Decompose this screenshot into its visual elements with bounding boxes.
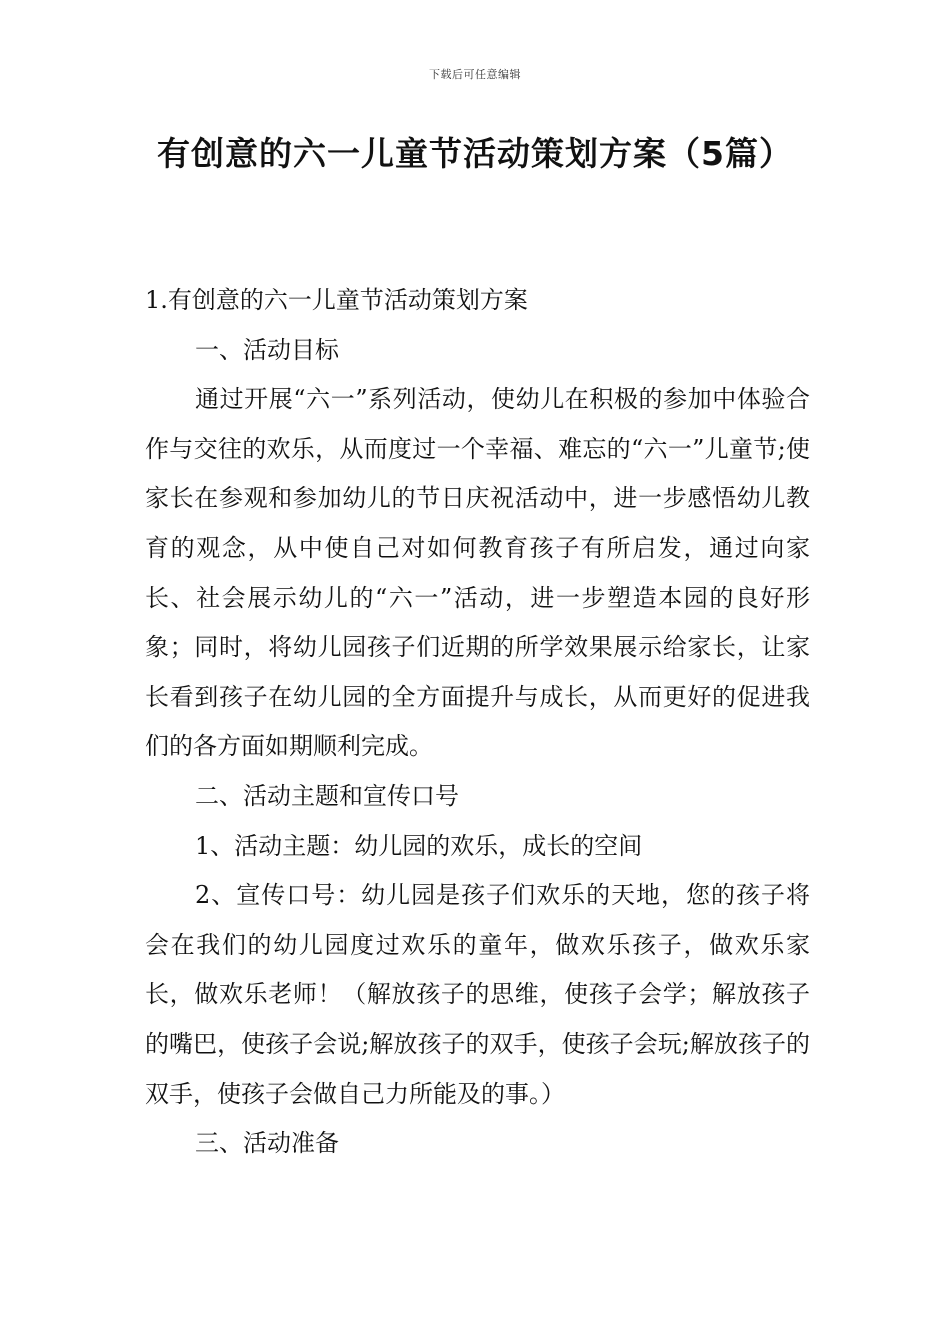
heading-theme-slogan: 二、活动主题和宣传口号 [195, 781, 459, 810]
heading-preparation: 三、活动准备 [195, 1129, 339, 1158]
document-title: 有创意的六一儿童节活动策划方案（5篇） [157, 134, 793, 173]
document-body [145, 276, 810, 1169]
heading-goals: 一、活动目标 [195, 335, 339, 364]
watermark-text: 下载后可任意编辑 [429, 68, 521, 81]
section-heading: 1.有创意的六一儿童节活动策划方案 [145, 286, 528, 314]
paragraph-slogan: 2、宣传口号：幼儿园是孩子们欢乐的天地，您的孩子将会在我们的幼儿园度过欢乐的童年，做欢乐孩子，做欢乐家长，做欢乐老师！（解放孩子的思维，使孩子会学；解放孩子的嘴巴，使孩子会说;解放孩子的双手，使孩子会玩;解放孩子的双手，使孩子会做自己力所能及的事。） [145, 881, 810, 1108]
paragraph-goals: 通过开展“六一”系列活动，使幼儿在积极的参加中体验合作与交往的欢乐，从而度过一个幸福、难忘的“六一”儿童节;使家长在参观和参加幼儿的节日庆祝活动中，进一步感悟幼儿教育的观念，从中使自己对如何教育孩子有所启发，通过向家长、社会展示幼儿的“六一”活动，进一步塑造本园的良好形象；同时，将幼儿园孩子们近期的所学效果展示给家长，让家长看到孩子在幼儿园的全方面提升与成长，从而更好的促进我们的各方面如期顺利完成。 [145, 385, 810, 761]
paragraph-theme: 1、活动主题：幼儿园的欢乐，成长的空间 [195, 831, 643, 860]
